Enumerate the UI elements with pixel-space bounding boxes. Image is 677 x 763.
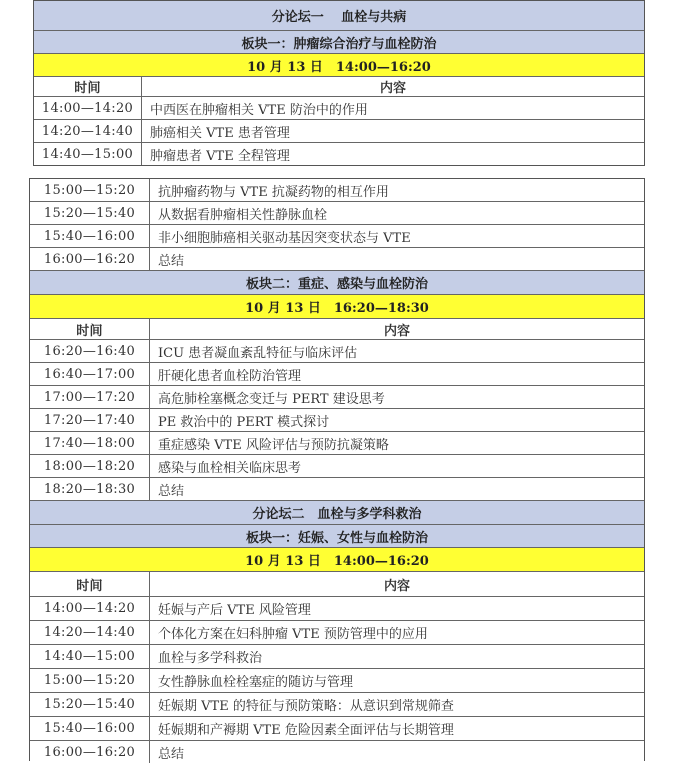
row-time: 17:00—17:20 [30, 386, 150, 408]
table-row [30, 340, 644, 363]
row-content: 肿瘤患者 VTE 全程管理 [150, 148, 290, 164]
table-row [30, 478, 644, 501]
date-band [34, 54, 644, 77]
row-content: 妊娠与产后 VTE 风险管理 [158, 603, 311, 618]
content-header: 内容 [383, 578, 410, 594]
row-time: 16:00—16:20 [30, 248, 150, 270]
row-content: 非小细胞肺癌相关驱动基因突变状态与 VTE [158, 230, 411, 246]
time-header: 时间 [30, 572, 150, 596]
row-content: 中西医在肿瘤相关 VTE 防治中的作用 [150, 102, 368, 118]
forum-title [30, 501, 644, 525]
table-row [30, 455, 644, 478]
table-row [30, 363, 644, 386]
table-row [30, 248, 644, 271]
row-time: 18:20—18:30 [30, 478, 150, 500]
content-header: 内容 [383, 323, 410, 339]
table-row [30, 225, 644, 248]
table-header [30, 319, 644, 340]
row-time: 14:40—15:00 [34, 143, 142, 165]
row-content: 肺癌相关 VTE 患者管理 [150, 125, 290, 141]
schedule-table-top [33, 0, 645, 166]
row-content: 肝硬化患者血栓防治管理 [158, 368, 302, 384]
row-time: 15:20—15:40 [30, 202, 150, 224]
table-row [30, 741, 644, 763]
row-content: 个体化方案在妇科肿瘤 VTE 预防管理中的应用 [158, 627, 428, 642]
row-time: 18:00—18:20 [30, 455, 150, 477]
table-row [30, 432, 644, 455]
row-time: 15:40—16:00 [30, 225, 150, 247]
row-time: 17:20—17:40 [30, 409, 150, 431]
table-row [34, 97, 644, 120]
row-content: PE 救治中的 PERT 模式探讨 [158, 414, 330, 430]
row-time: 16:00—16:20 [30, 741, 150, 763]
table-header [34, 77, 644, 97]
row-content: 感染与血栓相关临床思考 [158, 460, 302, 476]
block-title [34, 31, 644, 54]
table-row [30, 179, 644, 202]
table-row [30, 597, 644, 621]
block-title [30, 525, 644, 548]
block1-title: 板块一：肿瘤综合治疗与血栓防治 [241, 36, 437, 52]
date-band [30, 295, 644, 319]
forum1-title: 分论坛一 血栓与共病 [271, 10, 407, 25]
row-content: 总结 [158, 253, 185, 269]
row-time: 14:40—15:00 [30, 645, 150, 668]
table-row [30, 645, 644, 669]
forum-title [34, 1, 644, 31]
row-time: 15:40—16:00 [30, 717, 150, 740]
table-row [34, 120, 644, 143]
block-title [30, 271, 644, 295]
row-content: 妊娠期 VTE 的特征与预防策略：从意识到常规筛查 [158, 699, 454, 714]
row-content: 重症感染 VTE 风险评估与预防抗凝策略 [158, 437, 389, 453]
row-content: 高危肺栓塞概念变迁与 PERT 建设思考 [158, 391, 385, 407]
date-band [30, 548, 644, 572]
row-time: 16:20—16:40 [30, 340, 150, 362]
table-row [30, 386, 644, 409]
table-row [30, 621, 644, 645]
content-header: 内容 [379, 81, 406, 96]
row-content: 血栓与多学科救治 [158, 651, 263, 666]
row-time: 15:00—15:20 [30, 179, 150, 201]
table-header [30, 572, 644, 597]
table-row [30, 202, 644, 225]
forum2-title: 分论坛二 血栓与多学科救治 [252, 507, 422, 522]
row-time: 14:20—14:40 [30, 621, 150, 644]
table-row [30, 717, 644, 741]
forum2-block1-title: 板块一：妊娠、女性与血栓防治 [245, 530, 428, 546]
forum2-block1-date: 10 月 13 日 14:00—16:20 [245, 554, 429, 569]
block1-date: 10 月 13 日 14:00—16:20 [247, 59, 431, 75]
table-row [30, 409, 644, 432]
row-content: 妊娠期和产褥期 VTE 危险因素全面评估与长期管理 [158, 723, 454, 738]
row-time: 14:00—14:20 [34, 97, 142, 119]
row-time: 14:00—14:20 [30, 597, 150, 620]
row-content: 总结 [158, 483, 185, 499]
row-content: 总结 [158, 746, 185, 762]
time-header: 时间 [34, 77, 142, 96]
row-time: 16:40—17:00 [30, 363, 150, 385]
row-time: 14:20—14:40 [34, 120, 142, 142]
block2-title: 板块二：重症、感染与血栓防治 [245, 277, 428, 292]
table-row [30, 669, 644, 693]
row-content: 从数据看肿瘤相关性静脉血栓 [158, 207, 328, 223]
time-header: 时间 [30, 319, 150, 339]
row-time: 15:00—15:20 [30, 669, 150, 692]
row-time: 15:20—15:40 [30, 693, 150, 716]
table-row [34, 143, 644, 165]
block2-date: 10 月 13 日 16:20—18:30 [245, 301, 429, 316]
row-content: 女性静脉血栓栓塞症的随访与管理 [158, 675, 354, 690]
row-content: ICU 患者凝血紊乱特征与临床评估 [158, 345, 358, 361]
table-row [30, 693, 644, 717]
row-content: 抗肿瘤药物与 VTE 抗凝药物的相互作用 [158, 184, 389, 200]
row-time: 17:40—18:00 [30, 432, 150, 454]
schedule-table-main [29, 178, 645, 761]
